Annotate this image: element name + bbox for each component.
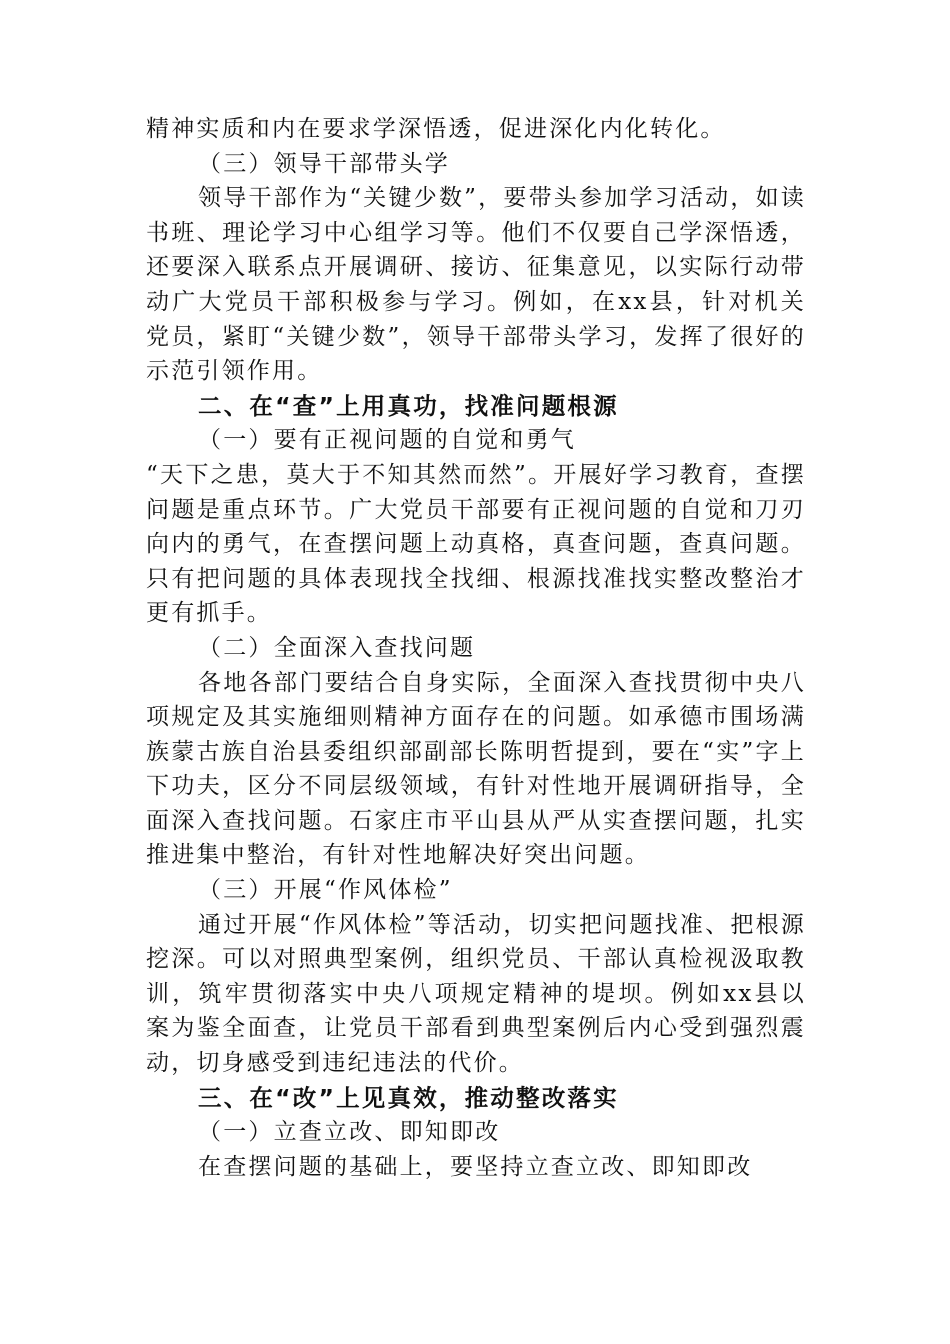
paragraph-face-problems: “天下之患，莫大于不知其然而然”。开展好学习教育，查摆问题是重点环节。广大党员干部要有正视问题的自觉和刀刃向内的勇气，在查摆问题上动真格，真查问题，查真问题。只有把问题的具体表现找全找细、根源找准找实整改整治才更有抓手。: [146, 461, 806, 627]
subheading-rectify-immediately: （一）立查立改、即知即改: [198, 1119, 501, 1146]
section-heading-rectify: 三、在“改”上见真效，推动整改落实: [198, 1083, 619, 1112]
subheading-find-problems: （二）全面深入查找问题: [198, 634, 476, 661]
paragraph-style-checkup: 通过开展“作风体检”等活动，切实把问题找准、把根源挖深。可以对照典型案例，组织党员、干部认真检视汲取教训，筑牢贯彻落实中央八项规定精神的堤坝。例如xx县以案为鉴全面查，让党员干部看到典型案例后内心受到强烈震动，切身感受到违纪违法的代价。: [146, 911, 806, 1077]
paragraph-leaders: 领导干部作为“关键少数”，要带头参加学习活动，如读书班、理论学习中心组学习等。他们不仅要自己学深悟透，还要深入联系点开展调研、接访、征集意见，以实际行动带动广大党员干部积极参与学习。例如，在xx县，针对机关党员，紧盯“关键少数”，领导干部带头学习，发挥了很好的示范引领作用。: [146, 185, 806, 385]
paragraph-rectify: 在查摆问题的基础上，要坚持立查立改、即知即改: [198, 1153, 753, 1180]
paragraph-find-problems: 各地各部门要结合自身实际，全面深入查找贯彻中央八项规定及其实施细则精神方面存在的问题。如承德市围场满族蒙古族自治县委组织部副部长陈明哲提到，要在“实”字上下功夫，区分不同层级领域，有针对性地开展调研指导，全面深入查找问题。石家庄市平山县从严从实查摆问题，扎实推进集中整治，有针对性地解决好突出问题。: [146, 669, 806, 869]
section-heading-check: 二、在“查”上用真功，找准问题根源: [198, 391, 619, 420]
document-page: [146, 112, 806, 1184]
paragraph-continued: 精神实质和内在要求学深悟透，促进深化内化转化。: [146, 116, 726, 142]
subheading-face-problems: （一）要有正视问题的自觉和勇气: [198, 427, 576, 454]
subheading-style-checkup: （三）开展“作风体检”: [198, 877, 453, 904]
subheading-leaders-learn: （三）领导干部带头学: [198, 150, 450, 177]
